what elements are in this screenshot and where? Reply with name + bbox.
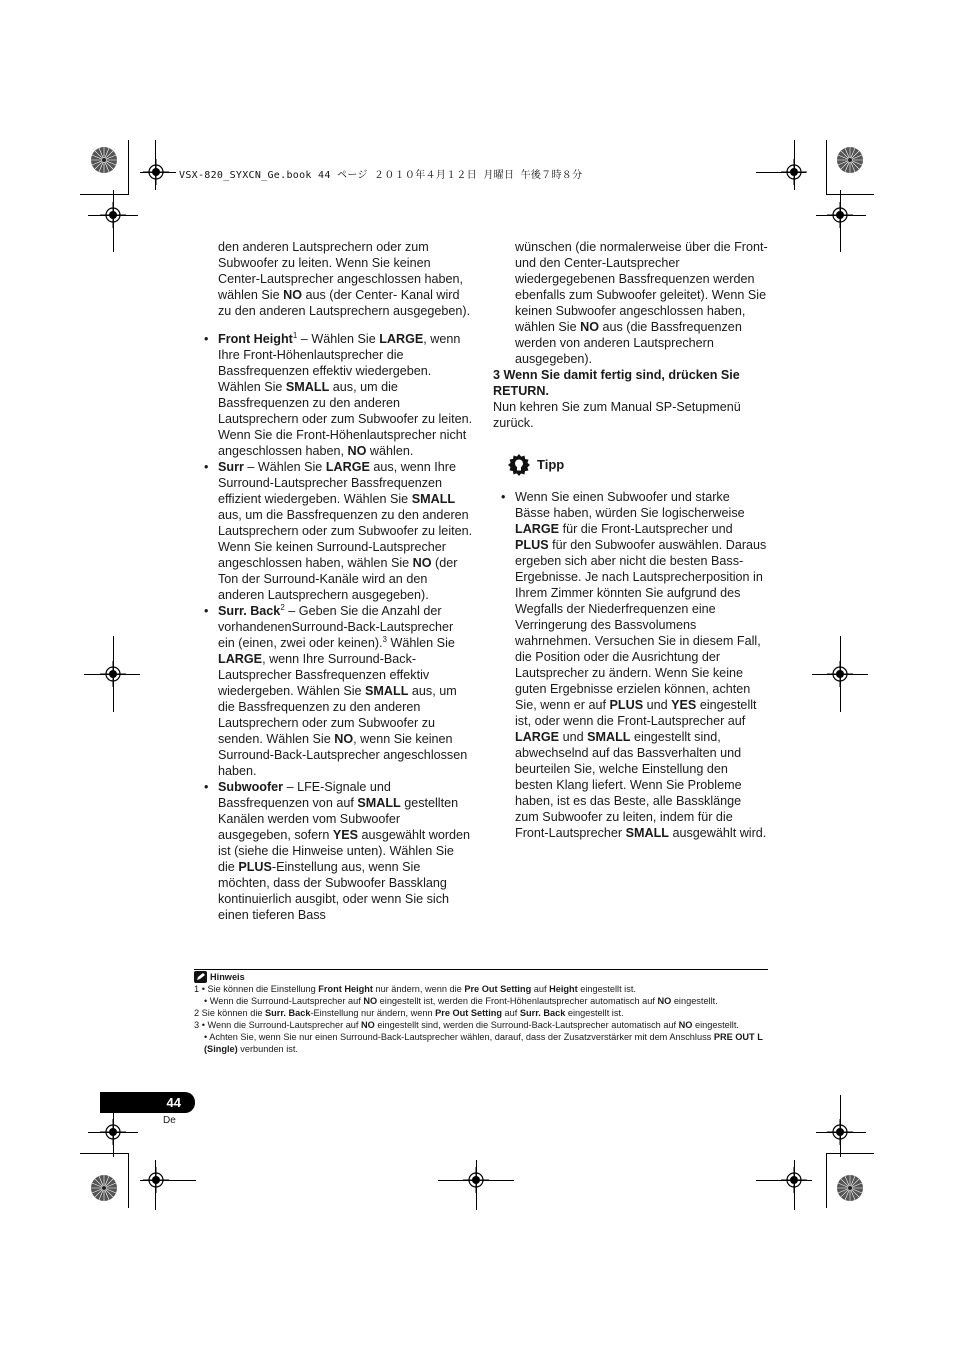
note-1a: 1 • Sie können die Einstellung Front Height nur ändern, wenn die Pre Out Setting auf Height eingestellt ist. bbox=[194, 984, 636, 994]
registration-mark-icon bbox=[827, 202, 853, 228]
note-3b: • Achten Sie, wenn Sie nur einen Surround-Back-Lautsprecher wählen, darauf, dass der Zusatzverstärker mit dem Anschluss PRE OUT L (Single) verbunden ist. bbox=[204, 1032, 763, 1054]
rosette-icon bbox=[90, 146, 118, 174]
notes-heading: Hinweis bbox=[194, 971, 768, 983]
bullet-subwoofer: • Subwoofer – LFE-Signale und Bassfrequenzen von auf SMALL gestellten Kanälen werden vom Subwoofer ausgegeben, sofern YES ausgewählt worden ist (siehe die Hinweise unten). Wählen Sie die PLUS-Einstellung aus, wenn Sie möchten, dass der Subwoofer Bassklang kontinuierlich ausgibt, oder wenn Sie sich einen tieferen Bass bbox=[204, 780, 471, 922]
note-2: 2 Sie können die Surr. Back-Einstellung nur ändern, wenn Pre Out Setting auf Surr. Back eingestellt ist. bbox=[194, 1008, 624, 1018]
rosette-icon bbox=[836, 1174, 864, 1202]
rosette-icon bbox=[90, 1174, 118, 1202]
registration-mark-icon bbox=[143, 1167, 169, 1193]
note-1b: • Wenn die Surround-Lautsprecher auf NO eingestellt ist, werden die Front-Höhenlautsprecher automatisch auf NO eingestellt. bbox=[204, 996, 718, 1006]
print-header: VSX-820_SYXCN_Ge.book 44 ページ ２０１０年４月１２日 月曜日 午後７時８分 bbox=[179, 170, 583, 181]
registration-mark-icon bbox=[463, 1167, 489, 1193]
tipp-heading bbox=[507, 453, 768, 477]
bullet-surr: • Surr – Wählen Sie LARGE aus, wenn Ihre Surround-Lautsprecher Bassfrequenzen effizient wiedergeben. Wählen Sie SMALL aus, um die Bassfrequenzen zu den anderen Lautsprechern oder zum Subwoofer zu leiten. Wenn Sie keinen Surround-Lautsprecher angeschlossen haben, wählen Sie NO (der Ton der Surround-Kanäle wird an den anderen Lautsprechern ausgegeben). bbox=[204, 460, 473, 602]
registration-mark-icon bbox=[100, 202, 126, 228]
continuation-paragraph: wünschen (die normalerweise über die Front- und den Center-Lautsprecher wiedergegebenen Bassfrequenzen werden ebenfalls zum Subwoofer geleitet). Wenn Sie keinen Subwoofer angeschlossen haben, wählen Sie NO aus (die Bassfrequenzen werden von anderen Lautsprechern ausgegeben). bbox=[515, 240, 768, 366]
bullet-front-height: • Front Height$^1$ – Wählen Sie LARGE, wenn Ihre Front-Höhenlautsprecher die Bassfrequenzen effektiv wiedergeben. Wählen Sie SMALL aus, um die Bassfrequenzen zu den anderen Lautsprechern oder zum Subwoofer zu leiten. Wenn Sie die Front-Höhenlautsprecher nicht angeschlossen haben, NO wählen. bbox=[204, 330, 473, 458]
note-3a: 3 • Wenn die Surround-Lautsprecher auf NO eingestellt sind, werden die Surround-Back-Lautsprecher automatisch auf NO eingestellt. bbox=[194, 1020, 739, 1030]
note-pencil-icon bbox=[194, 971, 207, 983]
registration-mark-icon bbox=[100, 1119, 126, 1145]
step-body: Nun kehren Sie zum Manual SP-Setupmenü zurück. bbox=[493, 400, 741, 430]
left-column bbox=[204, 239, 473, 923]
registration-mark-icon bbox=[781, 1167, 807, 1193]
intro-paragraph: den anderen Lautsprechern oder zum Subwoofer zu leiten. Wenn Sie keinen Center-Lautsprecher angeschlossen haben, wählen Sie NO aus (der Center- Kanal wird zu den anderen Lautsprechern ausgegeben). bbox=[218, 240, 471, 318]
page-number: 44 bbox=[100, 1092, 195, 1113]
bullet-surr-back: • Surr. Back$^2$ – Geben Sie die Anzahl der vorhandenenSurround-Back-Lautsprecher ein (einen, zwei oder keinen).$^3$ Wählen Sie LARGE, wenn Ihre Surround-Back-Lautsprecher Bassfrequenzen effektiv wiedergeben. Wählen Sie SMALL aus, um die Bassfrequenzen zu den anderen Lautsprechern oder zum Subwoofer zu senden. Wählen Sie NO, wenn Sie keinen Surround-Back-Lautsprecher angeschlossen haben. bbox=[204, 602, 468, 778]
registration-mark-icon bbox=[781, 159, 807, 185]
rosette-icon bbox=[836, 146, 864, 174]
step-heading: 3 Wenn Sie damit fertig sind, drücken Sie RETURN. bbox=[493, 368, 740, 398]
registration-mark-icon bbox=[827, 661, 853, 687]
tipp-bullet: • Wenn Sie einen Subwoofer und starke Bässe haben, würden Sie logischerweise LARGE für die Front-Lautsprecher und PLUS für den Subwoofer auswählen. Daraus ergeben sich aber nicht die besten Bass-Ergebnisse. Je nach Lautsprecherposition in Ihrem Zimmer könnten Sie aufgrund des Wegfalls der Niederfrequenzen eine Verringerung des Bassvolumens wahrnehmen. Versuchen Sie in diesem Fall, die Position oder die Ausrichtung der Lautsprecher zu ändern. Wenn Sie keine guten Ergebnisse erzielen können, achten Sie, wenn er auf PLUS und YES eingestellt ist, oder wenn die Front-Lautsprecher auf LARGE und SMALL eingestellt sind, abwechselnd auf das Bassverhalten und beurteilen Sie, welche Einstellung den besten Klang liefert. Wenn Sie Probleme haben, ist es das Beste, alle Bassklänge zum Subwoofer zu leiten, indem für die Front-Lautsprecher SMALL ausgewählt wird. bbox=[501, 490, 767, 840]
registration-mark-icon bbox=[143, 159, 169, 185]
registration-mark-icon bbox=[827, 1119, 853, 1145]
notes-section bbox=[194, 969, 768, 1055]
tipp-title: Tipp bbox=[537, 457, 565, 472]
lightbulb-icon bbox=[507, 453, 531, 477]
registration-mark-icon bbox=[100, 661, 126, 687]
right-column bbox=[493, 239, 768, 841]
language-code: De bbox=[163, 1115, 176, 1126]
